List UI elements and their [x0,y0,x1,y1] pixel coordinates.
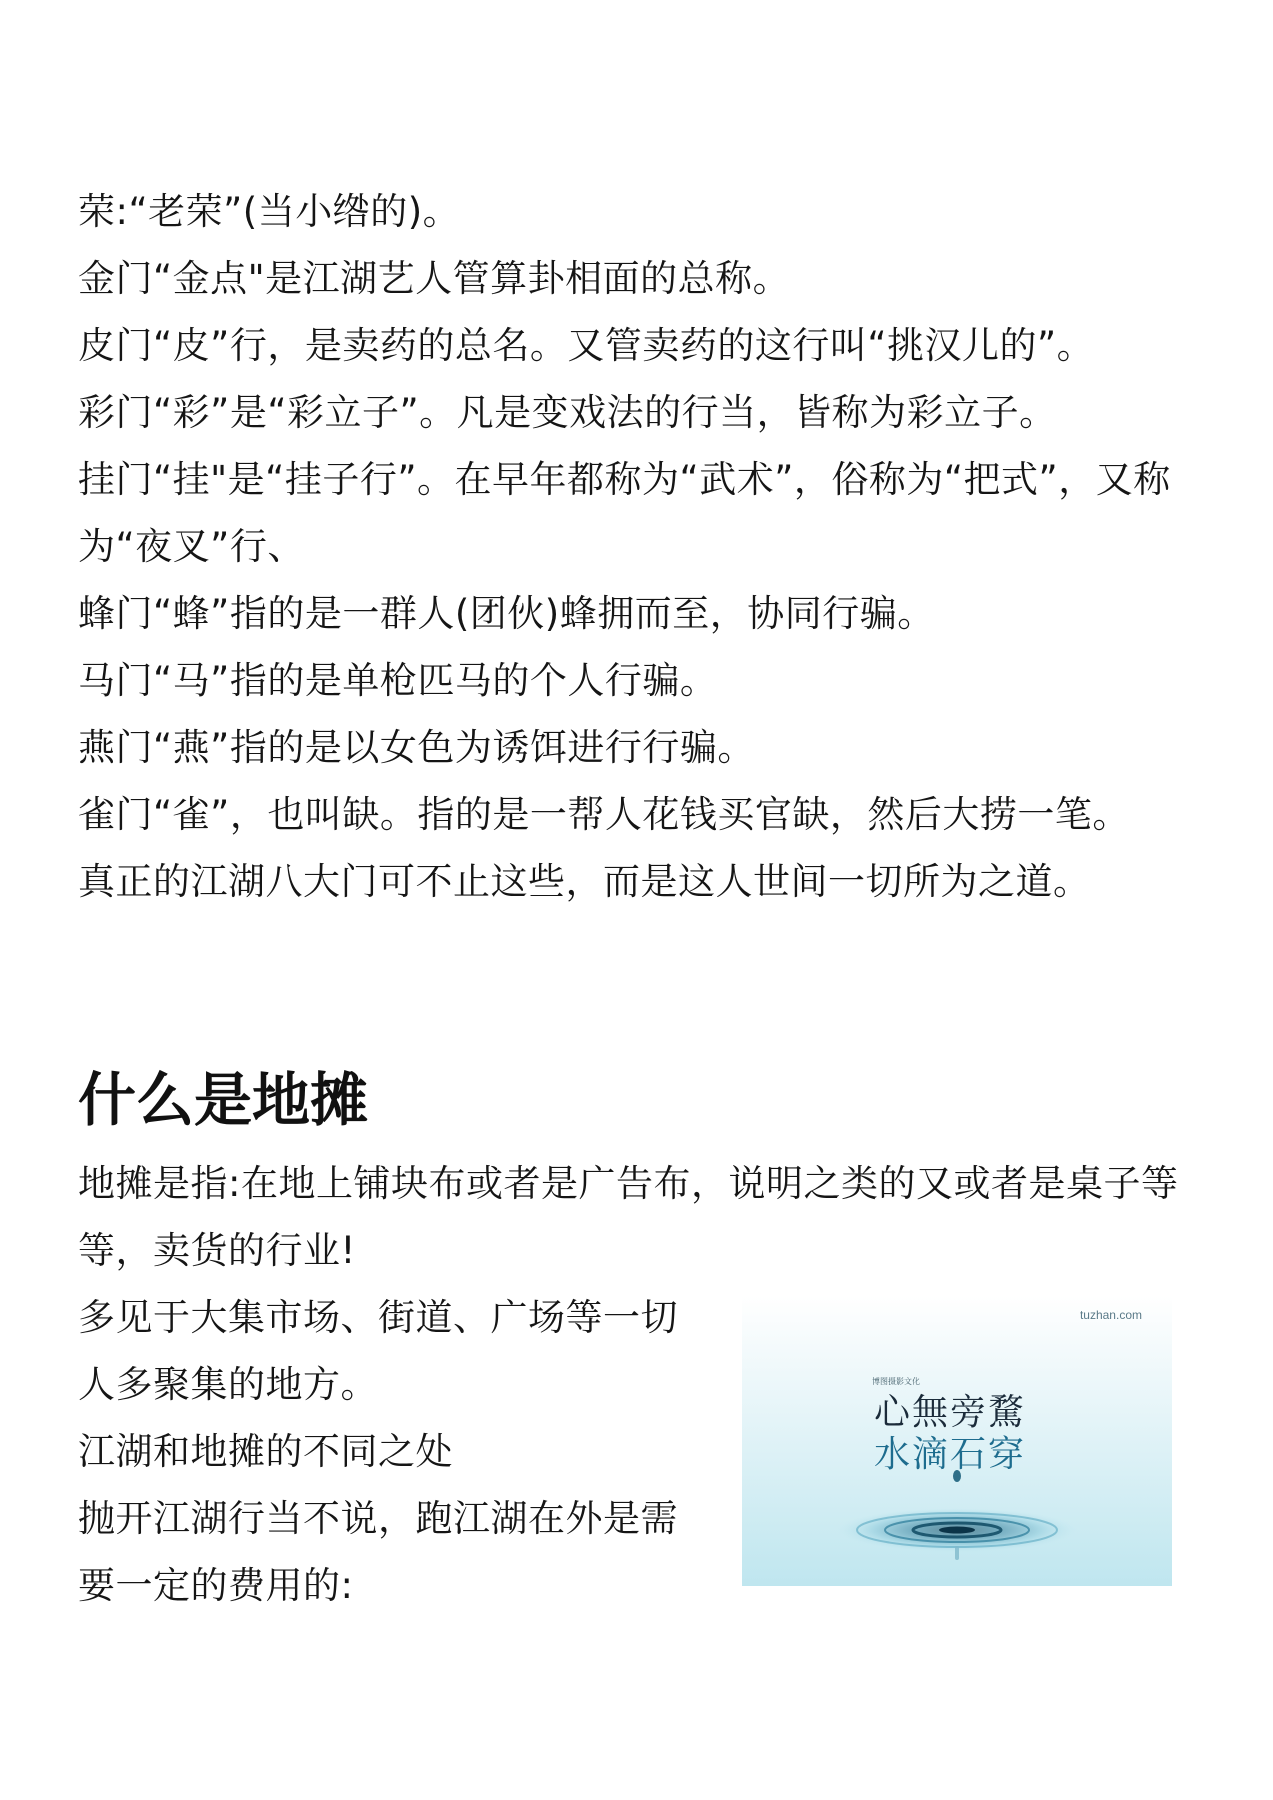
left-column-line: 人多聚集的地方。 [78,1363,378,1406]
jianghu-paragraphs [78,178,1208,915]
water-drop-image [742,1296,1172,1586]
watermark-text: tuzhan.com [1079,1308,1142,1322]
paragraph-line: 为“夜叉”行、 [78,525,305,568]
definition-paragraph [78,1150,1208,1284]
paragraph-line: 雀门“雀”，也叫缺。指的是一帮人花钱买官缺，然后大捞一笔。 [78,793,1130,836]
paragraph-line: 燕门“燕”指的是以女色为诱饵进行行骗。 [78,726,755,769]
paragraph-line: 真正的江湖八大门可不止这些，而是这人世间一切所为之道。 [78,860,1091,903]
definition-line: 地摊是指:在地上铺块布或者是广告布，说明之类的又或者是桌子等 [78,1162,1179,1205]
paragraph-line: 马门“马”指的是单枪匹马的个人行骗。 [78,659,718,702]
left-column-line: 抛开江湖行当不说，跑江湖在外是需 [78,1497,678,1540]
paragraph-line: 皮门“皮”行，是卖药的总名。又管卖药的这行叫“挑汉儿的”。 [78,324,1095,367]
paragraph-line: 挂门“挂"是“挂子行”。在早年都称为“武术”，俗称为“把式”，又称 [78,458,1171,501]
left-column-line: 要一定的费用的: [78,1564,354,1607]
section-heading: 什么是地摊 [78,1066,369,1134]
figure-calligraphy-line1: 心無旁騖 [874,1392,1027,1433]
paragraph-line: 荣:“老荣”(当小绺的)。 [78,190,461,233]
paragraph-line: 彩门“彩”是“彩立子”。凡是变戏法的行当，皆称为彩立子。 [78,391,1057,434]
paragraph-line: 蜂门“蜂”指的是一群人(团伙)蜂拥而至，协同行骗。 [78,592,935,635]
left-column-line: 多见于大集市场、街道、广场等一切 [78,1296,678,1339]
figure-small-caption: 博图摄影文化 [872,1377,920,1386]
left-column-line: 江湖和地摊的不同之处 [78,1430,453,1473]
paragraph-line: 金门“金点"是江湖艺人管算卦相面的总称。 [78,257,791,300]
definition-line: 等，卖货的行业! [78,1229,356,1272]
left-column-text [78,1284,718,1619]
figure-calligraphy-line2: 水滴石穿 [874,1434,1027,1475]
